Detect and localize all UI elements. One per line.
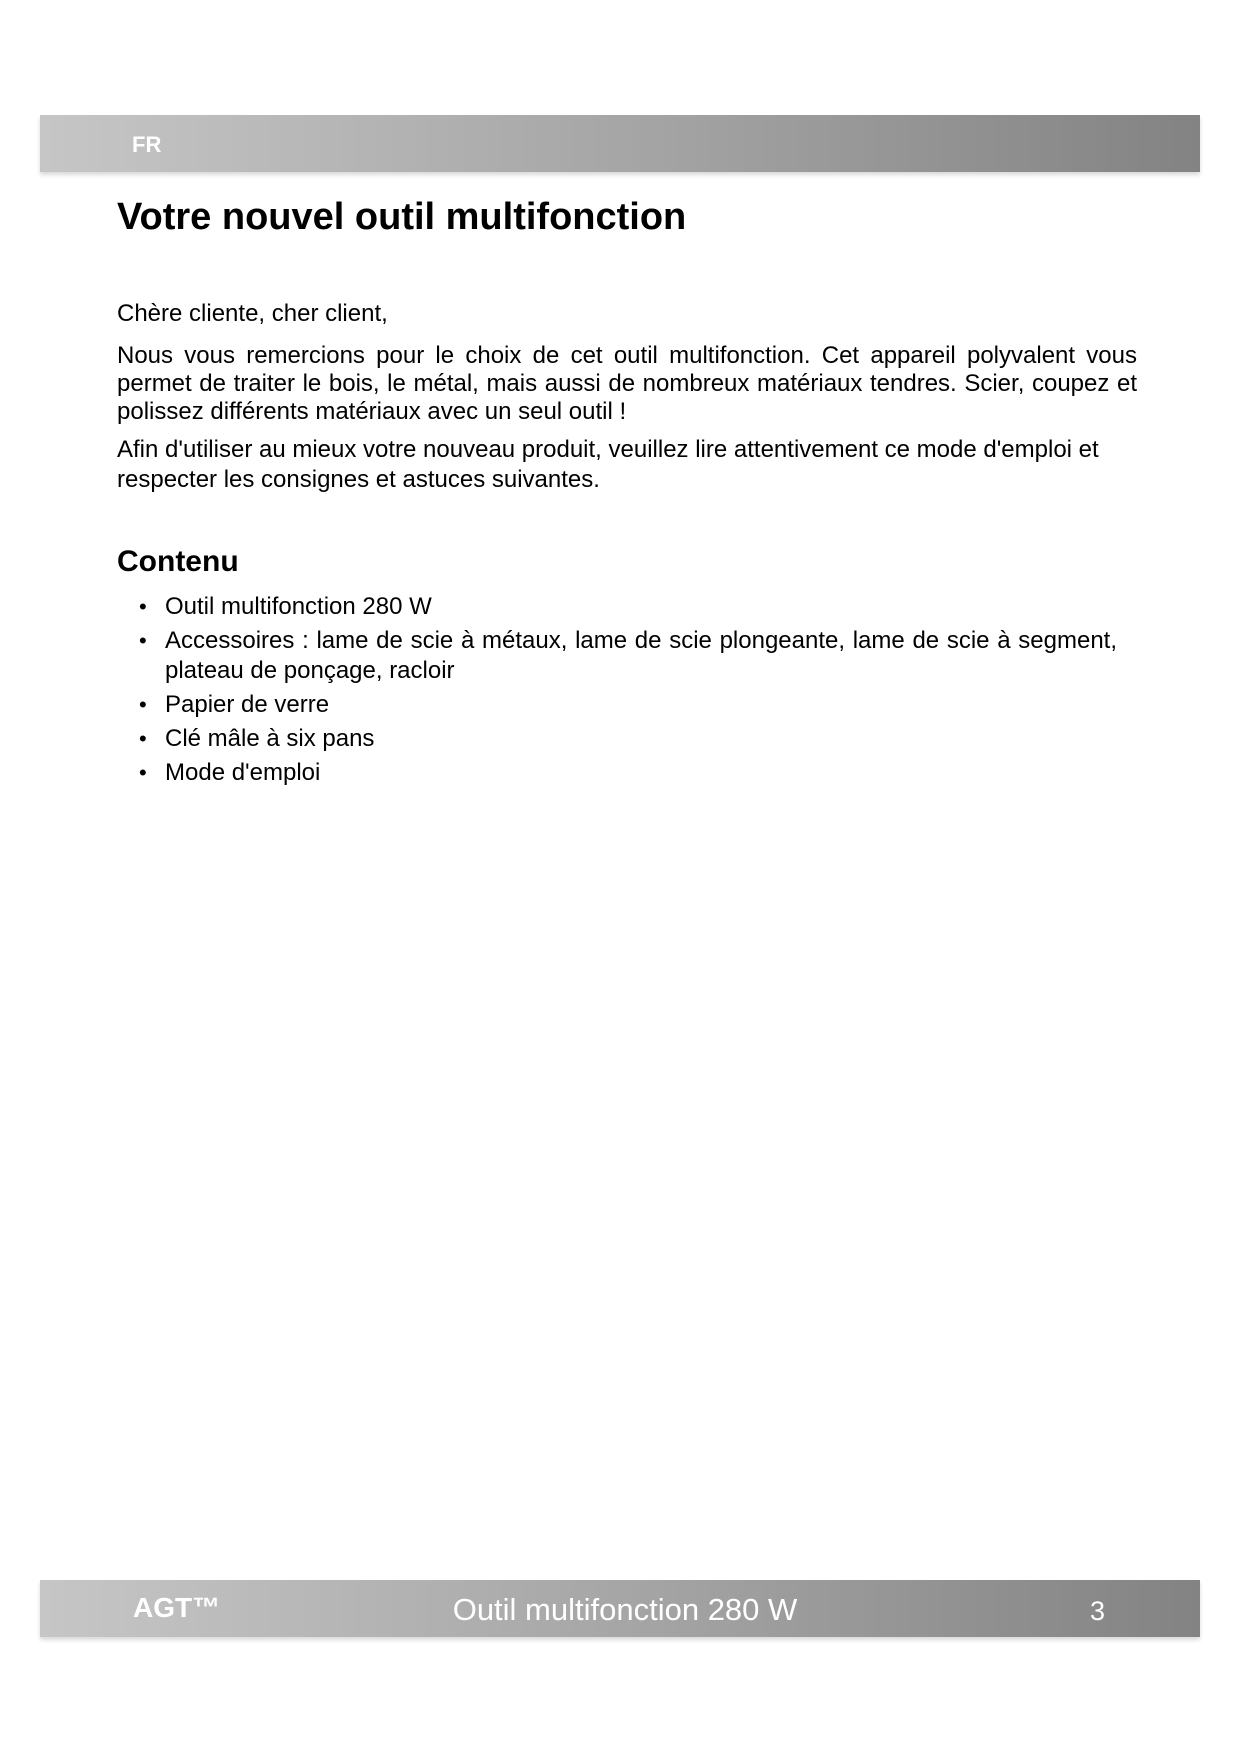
header-bar: [40, 115, 1200, 172]
bullet-icon: •: [139, 760, 147, 785]
footer-product-name: Outil multifonction 280 W: [452, 1592, 798, 1627]
list-item: [117, 758, 1117, 788]
bullet-icon: •: [139, 726, 147, 751]
list-item-text: Clé mâle à six pans: [165, 725, 375, 752]
list-item: [117, 626, 1117, 686]
contents-heading: Contenu: [117, 545, 239, 578]
bullet-icon: •: [139, 692, 147, 717]
list-item: [117, 592, 1117, 622]
contents-list: [117, 592, 1117, 792]
language-label: FR: [132, 132, 162, 157]
page-number: 3: [1090, 1596, 1106, 1626]
footer-bar: [40, 1580, 1200, 1637]
bullet-icon: •: [139, 594, 147, 619]
bullet-icon: •: [139, 628, 147, 653]
list-item-text: Outil multifonction 280 W: [165, 593, 432, 620]
greeting-text: Chère cliente, cher client,: [117, 300, 388, 327]
intro-paragraph-1: Nous vous remercions pour le choix de cet outil multifonction. Cet appareil polyvalent vous permet de traiter le bois, le métal, mais aussi de nombreux matériaux tendres. Scier, coupez et polissez différents matériaux avec un seul outil !: [117, 342, 1137, 425]
list-item: [117, 690, 1117, 720]
list-item: [117, 724, 1117, 754]
list-item-text: Papier de verre: [165, 691, 330, 718]
intro-paragraph-2: Afin d'utiliser au mieux votre nouveau produit, veuillez lire attentivement ce mode d'emploi et respecter les consignes et astuces suivantes.: [117, 436, 1099, 493]
page-title: Votre nouvel outil multifonction: [117, 196, 687, 238]
brand-label: AGT™: [133, 1592, 221, 1623]
list-item-text: Mode d'emploi: [165, 759, 321, 786]
list-item-text: Accessoires : lame de scie à métaux, lame de scie plongeante, lame de scie à segment, plateau de ponçage, racloir: [165, 627, 1117, 684]
